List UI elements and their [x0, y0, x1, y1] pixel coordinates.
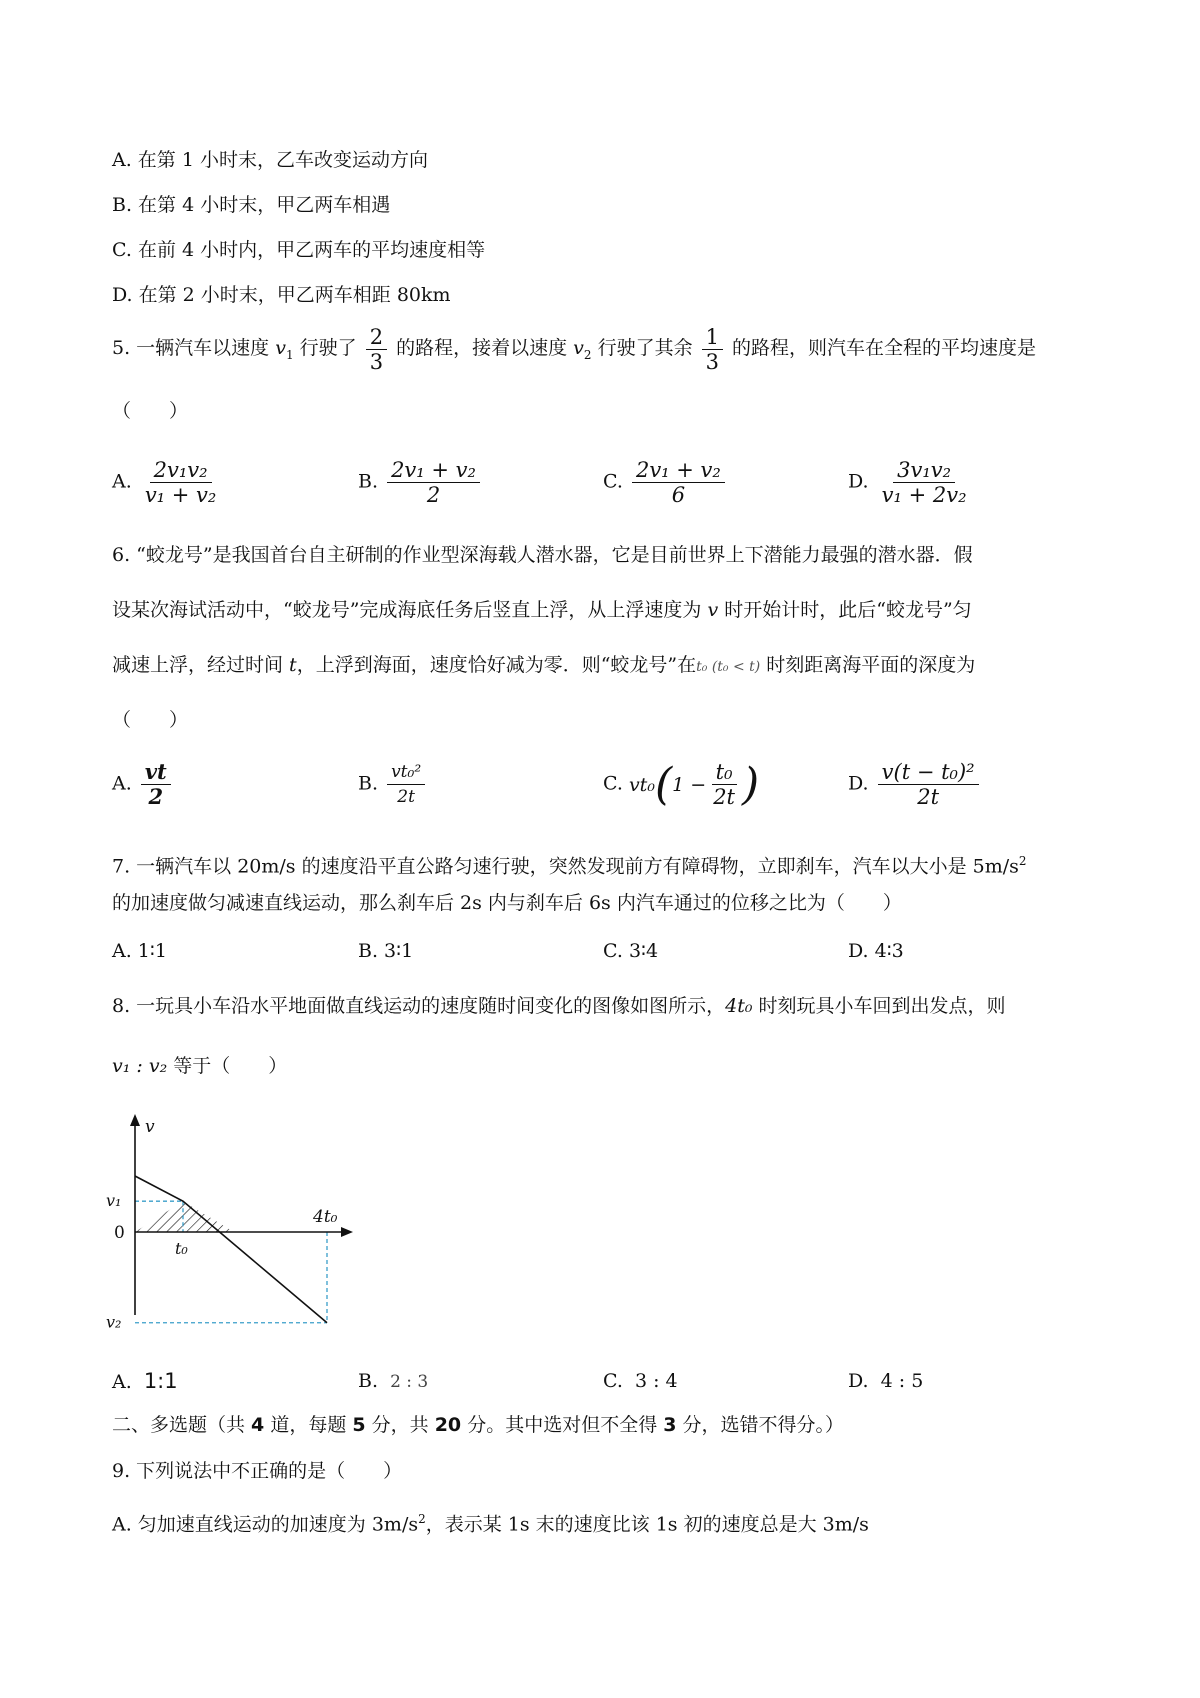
q6-option-d-num: v(t − t₀)²	[878, 760, 979, 785]
q7-line-1-text: 7. 一辆汽车以 20m/s 的速度沿平直公路匀速行驶，突然发现前方有障碍物，立即刹车，汽车以大小是 5m/s	[112, 855, 1019, 878]
q8-option-b-value: 2 : 3	[390, 1372, 429, 1392]
chart-x-axis-arrow	[341, 1227, 353, 1237]
q5-fraction-two-thirds	[366, 325, 387, 374]
section-2-title	[112, 1412, 844, 1438]
q5-frac2-den: 3	[705, 349, 719, 374]
chart-series-line	[135, 1176, 327, 1323]
q6-option-b-num: vt₀²	[387, 760, 425, 785]
q6-option-d-formula	[878, 760, 979, 809]
q5-option-c	[603, 458, 728, 507]
q7-option-b: B. 3∶1	[358, 940, 414, 962]
chart-tick-t0: t₀	[175, 1239, 188, 1258]
q6-line-3-text-a: 减速上浮，经过时间	[112, 654, 290, 676]
chart-tick-v2: v₂	[106, 1312, 122, 1332]
q6-option-c-label: C.	[603, 772, 623, 795]
q5-stem	[112, 322, 1036, 381]
q8-line-2	[112, 1053, 287, 1079]
q6-option-d-label: D.	[848, 772, 869, 795]
q5-fraction-one-third	[702, 325, 723, 374]
q8-option-a-label: A.	[112, 1371, 132, 1393]
q5-option-a-label: A.	[112, 470, 132, 493]
chart-tick-v1: v₁	[106, 1191, 122, 1211]
q9-option-a-sup: 2	[418, 1512, 426, 1526]
q6-line-3	[112, 652, 975, 680]
q6-option-c	[603, 760, 759, 809]
q5-answer-paren: （ ）	[112, 400, 189, 422]
q6-line-2	[112, 597, 972, 623]
q8-line-1	[112, 993, 1006, 1019]
section-2-points-each: 5	[352, 1414, 366, 1436]
q5-frac1-num: 2	[366, 325, 387, 350]
q9-stem: 9. 下列说法中不正确的是（ ）	[112, 1460, 403, 1482]
q5-text-1: 5. 一辆汽车以速度	[112, 337, 276, 359]
q8-option-b	[358, 1368, 428, 1395]
q6-line-3-text-c: 时刻距离海平面的深度为	[760, 654, 976, 676]
q5-v2: v	[573, 337, 584, 359]
q9-option-a-text-a: A. 匀加速直线运动的加速度为 3m/s	[112, 1513, 419, 1536]
q6-option-a	[112, 760, 174, 809]
chart-y-axis-label: v	[145, 1117, 155, 1137]
q8-option-a	[112, 1368, 178, 1395]
q6-option-c-formula: vt₀ ( 1 − $\frac{\text{t₀}}{2t}$ )	[628, 758, 760, 810]
q8-option-b-label: B.	[358, 1370, 379, 1392]
q6-line-3-text-b: ，上浮到海面，速度恰好减为零．则“蛟龙号”在	[296, 654, 697, 676]
q5-option-b	[358, 458, 483, 507]
q5-v2-sub: 2	[583, 347, 592, 362]
chart-shaded-area	[135, 1201, 234, 1232]
q5-option-b-formula	[387, 458, 480, 507]
q6-option-d	[848, 760, 982, 809]
q6-option-c-prefix: vt₀	[628, 773, 655, 796]
q5-text-5: 的路程，则汽车在全程的平均速度是	[726, 337, 1037, 359]
chart-tick-4t0: 4t₀	[313, 1207, 338, 1227]
q7-line-1	[112, 848, 1027, 879]
q8-option-d	[848, 1368, 923, 1394]
q8-vt-chart	[100, 1110, 390, 1340]
q5-v1-sub: 1	[285, 347, 294, 362]
q8-option-c	[603, 1368, 678, 1394]
q4-option-c: C. 在前 4 小时内，甲乙两车的平均速度相等	[112, 239, 486, 261]
section-2-prefix: 二、多选题（共	[112, 1414, 252, 1436]
chart-tick-origin: 0	[114, 1223, 125, 1243]
q6-option-b	[358, 760, 428, 809]
q7-option-d: D. 4∶3	[848, 940, 904, 962]
q4-option-a: A. 在第 1 小时末，乙车改变运动方向	[112, 149, 428, 171]
q6-option-c-den: 2t	[713, 785, 735, 809]
q5-option-d-den: v₁ + 2v₂	[881, 483, 967, 507]
q6-option-a-num: vt	[141, 760, 171, 785]
q5-option-a-num: 2v₁v₂	[150, 458, 212, 483]
chart-y-axis-arrow	[130, 1114, 140, 1126]
q6-option-c-one-minus: 1 −	[672, 773, 707, 796]
q5-text-2: 行驶了	[293, 337, 363, 359]
section-2-count: 4	[251, 1414, 265, 1436]
q6-line-3-t: t	[289, 654, 297, 676]
q6-line-2-text-a: 设某次海试活动中，“蛟龙号”完成海底任务后竖直上浮，从上浮速度为	[112, 599, 708, 621]
q6-answer-paren: （ ）	[112, 709, 189, 731]
q6-option-c-num: t₀	[712, 760, 737, 785]
q5-text-3: 的路程，接着以速度	[390, 337, 574, 359]
q5-text-4: 行驶了其余	[591, 337, 699, 359]
q6-option-a-label: A.	[112, 772, 132, 795]
q8-option-d-value: 4 : 5	[880, 1370, 924, 1392]
q5-frac2-num: 1	[702, 325, 723, 350]
q5-option-c-formula	[632, 458, 725, 507]
q6-line-3-condition: t₀ (t₀ < t)	[696, 659, 761, 675]
q8-option-d-label: D.	[848, 1370, 869, 1392]
q5-option-c-den: 6	[671, 483, 686, 507]
q5-option-c-label: C.	[603, 470, 623, 493]
q8-ratio-label: v₁ : v₂	[112, 1055, 168, 1077]
q6-option-a-formula	[141, 760, 171, 809]
q6-option-b-formula	[387, 760, 425, 809]
q5-option-d-num: 3v₁v₂	[893, 458, 955, 483]
q8-line-1-text-a: 8. 一玩具小车沿水平地面做直线运动的速度随时间变化的图像如图所示，	[112, 995, 726, 1017]
q6-option-d-den: 2t	[917, 785, 940, 809]
q7-option-c: C. 3∶4	[603, 940, 659, 962]
section-2-total: 20	[434, 1414, 462, 1436]
section-2-mid-2: 分，共	[365, 1414, 435, 1436]
q5-option-d	[848, 458, 974, 507]
q6-option-b-den: 2t	[397, 787, 415, 807]
q5-option-b-label: B.	[358, 470, 379, 493]
section-2-mid-3: 分。其中选对但不全得	[461, 1414, 664, 1436]
q5-option-a-den: v₁ + v₂	[144, 483, 217, 507]
q5-option-a	[112, 458, 223, 507]
q6-line-2-text-b: 时开始计时，此后“蛟龙号”匀	[718, 599, 972, 621]
q8-line-2-text: 等于（ ）	[167, 1055, 288, 1077]
q7-line-2: 的加速度做匀减速直线运动，那么刹车后 2s 内与刹车后 6s 内汽车通过的位移之比为（ ）	[112, 892, 902, 914]
q5-option-d-label: D.	[848, 470, 869, 493]
q8-line-1-text-b: 时刻玩具小车回到出发点，则	[752, 995, 1006, 1017]
section-2-mid-1: 道，每题	[264, 1414, 353, 1436]
section-2-suffix: 分，选错不得分。）	[676, 1414, 845, 1436]
q8-line-1-time: 4t₀	[725, 995, 753, 1017]
q5-v1: v	[275, 337, 286, 359]
q8-option-a-value: 1:1	[143, 1369, 178, 1393]
q9-option-a	[112, 1506, 869, 1537]
q5-option-d-formula	[878, 458, 971, 507]
q7-option-a: A. 1∶1	[112, 940, 167, 962]
q6-line-1: 6. “蛟龙号”是我国首台自主研制的作业型深海载人潜水器，它是目前世界上下潜能力最强的潜水器．假	[112, 544, 973, 566]
q8-option-c-label: C.	[603, 1370, 623, 1392]
q6-option-a-den: 2	[148, 784, 164, 809]
q5-option-a-formula	[141, 458, 221, 507]
section-2-partial: 3	[663, 1414, 677, 1436]
q8-option-c-value: 3 : 4	[634, 1370, 678, 1392]
q5-frac1-den: 3	[369, 349, 384, 374]
q4-option-b: B. 在第 4 小时末，甲乙两车相遇	[112, 194, 391, 216]
q5-option-b-num: 2v₁ + v₂	[387, 458, 480, 483]
q5-option-c-num: 2v₁ + v₂	[632, 458, 725, 483]
q5-option-b-den: 2	[426, 483, 441, 507]
q6-line-2-v: v	[707, 599, 719, 621]
q4-option-d: D. 在第 2 小时末，甲乙两车相距 80km	[112, 284, 451, 306]
q6-option-c-frac	[709, 760, 739, 809]
q6-option-b-label: B.	[358, 772, 379, 795]
q7-line-1-sup: 2	[1018, 854, 1027, 868]
q9-option-a-text-b: ，表示某 1s 末的速度比该 1s 初的速度总是大 3m/s	[425, 1513, 869, 1536]
